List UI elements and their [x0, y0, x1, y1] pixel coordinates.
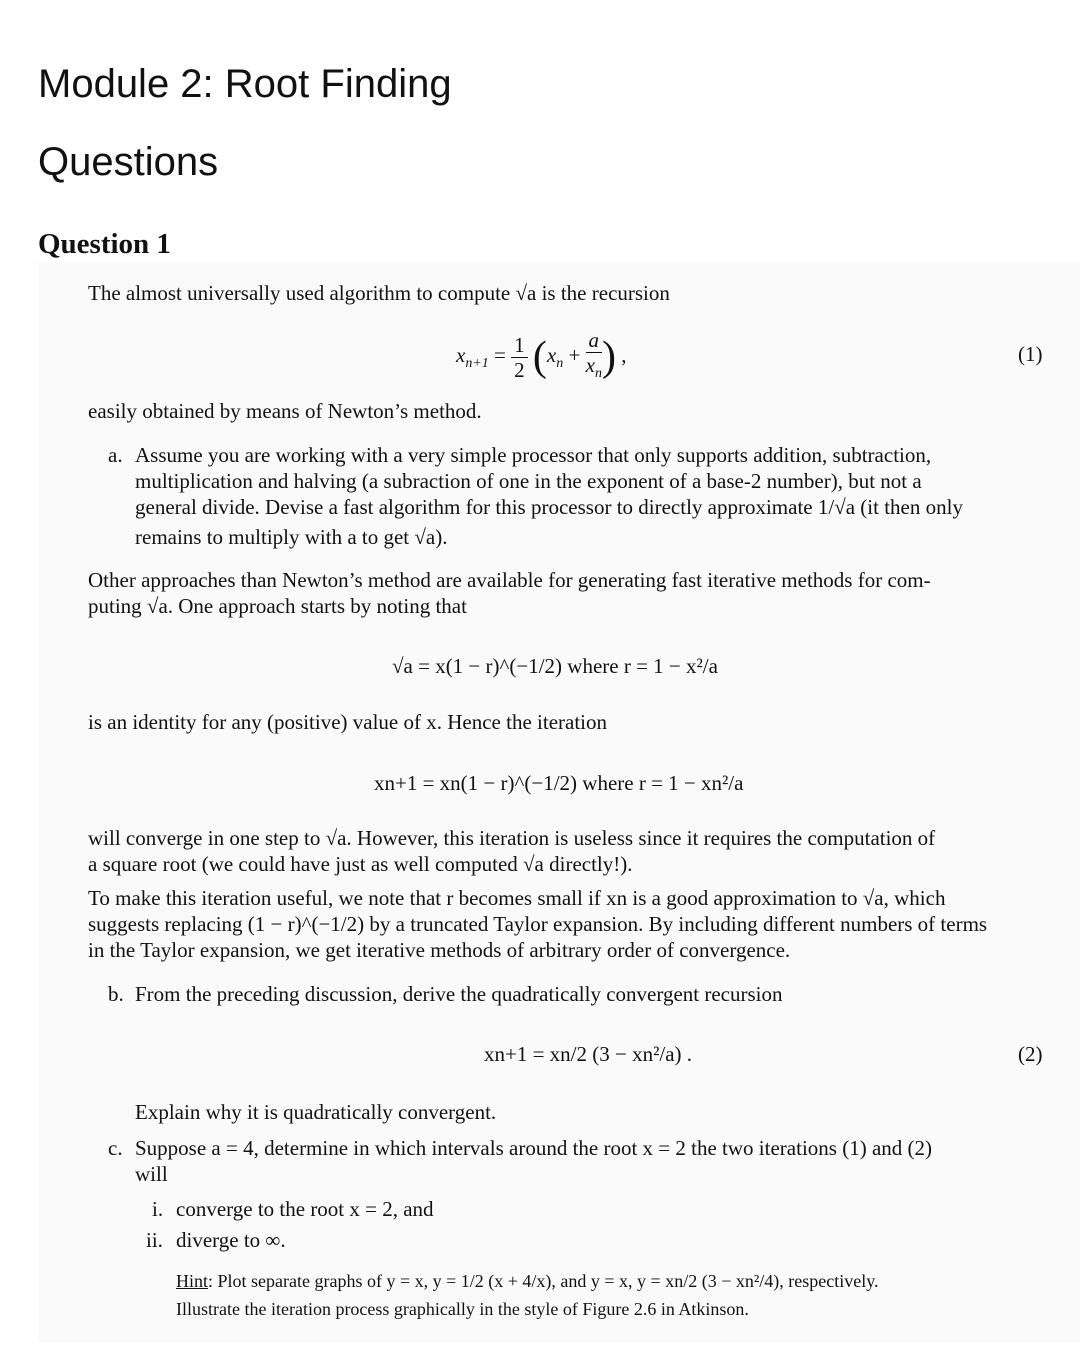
- hint-text-1: : Plot separate graphs of y = x, y = 1/2 (x + 4/x), and y = x, y = xn/2 (3 − xn²/4), respectively.: [208, 1271, 879, 1291]
- part-a-line-3: general divide. Devise a fast algorithm for this processor to directly approximate 1/√a (it then only: [135, 495, 963, 519]
- useful-line-3: in the Taylor expansion, we get iterative methods of arbitrary order of convergence.: [88, 938, 791, 962]
- hint-line-2: Illustrate the iteration process graphically in the style of Figure 2.6 in Atkinson.: [176, 1299, 749, 1319]
- other-line-2: puting √a. One approach starts by noting that: [88, 594, 467, 618]
- part-c-label: c.: [108, 1136, 123, 1160]
- hint-line-1: [176, 1268, 879, 1294]
- equation-1: $x_{n+1}$ = $\frac{1}{2}$ ($x_n$ + $\frac{a}{x_n}$ ) ,: [456, 328, 627, 382]
- part-a-label: a.: [108, 443, 123, 467]
- part-b-label: b.: [108, 982, 124, 1006]
- question-panel: [38, 262, 1080, 1342]
- part-a-line-2: multiplication and halving (a subraction of one in the exponent of a base-2 number), but not a: [135, 469, 922, 493]
- intro-text: The almost universally used algorithm to compute √a is the recursion: [88, 281, 670, 305]
- part-a-line-4: remains to multiply with a to get √a).: [135, 525, 448, 549]
- question-title: Question 1: [38, 228, 171, 260]
- page-title: Module 2: Root Finding: [38, 62, 452, 106]
- convergence-line-2: a square root (we could have just as well computed √a directly!).: [88, 852, 633, 876]
- other-line-1: Other approaches than Newton’s method are available for generating fast iterative methods for com-: [88, 568, 931, 592]
- equation-1-number: (1): [1018, 342, 1043, 366]
- after-equation-1: easily obtained by means of Newton’s method.: [88, 399, 482, 423]
- sub-i-text: converge to the root x = 2, and: [176, 1197, 434, 1221]
- part-c-line-1: Suppose a = 4, determine in which intervals around the root x = 2 the two iterations (1) and (2): [135, 1136, 932, 1160]
- identity-equation: √a = x(1 − r)^(−1/2) where r = 1 − x²/a: [392, 654, 718, 678]
- identity-text: is an identity for any (positive) value of x. Hence the iteration: [88, 710, 608, 734]
- part-a-line-1: Assume you are working with a very simple processor that only supports addition, subtraction,: [135, 443, 932, 467]
- convergence-line-1: will converge in one step to √a. However, this iteration is useless since it requires the computation of: [88, 826, 936, 850]
- part-b-text: From the preceding discussion, derive the quadratically convergent recursion: [135, 982, 783, 1006]
- page-subtitle: Questions: [38, 140, 219, 184]
- useful-line-1: To make this iteration useful, we note that r becomes small if xn is a good approximation to √a, which: [88, 886, 946, 910]
- iteration-equation: xn+1 = xn(1 − r)^(−1/2) where r = 1 − xn²/a: [374, 771, 744, 795]
- hint-label: Hint: [176, 1271, 209, 1291]
- sub-ii-text: diverge to ∞.: [176, 1228, 286, 1252]
- part-c-line-2: will: [135, 1162, 168, 1186]
- sub-i-label: i.: [152, 1197, 164, 1221]
- part-b-explain: Explain why it is quadratically convergent.: [135, 1100, 497, 1124]
- equation-2: xn+1 = xn/2 (3 − xn²/a) .: [484, 1042, 693, 1066]
- equation-2-number: (2): [1018, 1042, 1043, 1066]
- sub-ii-label: ii.: [146, 1228, 163, 1252]
- useful-line-2: suggests replacing (1 − r)^(−1/2) by a truncated Taylor expansion. By including different numbers of terms: [88, 912, 988, 936]
